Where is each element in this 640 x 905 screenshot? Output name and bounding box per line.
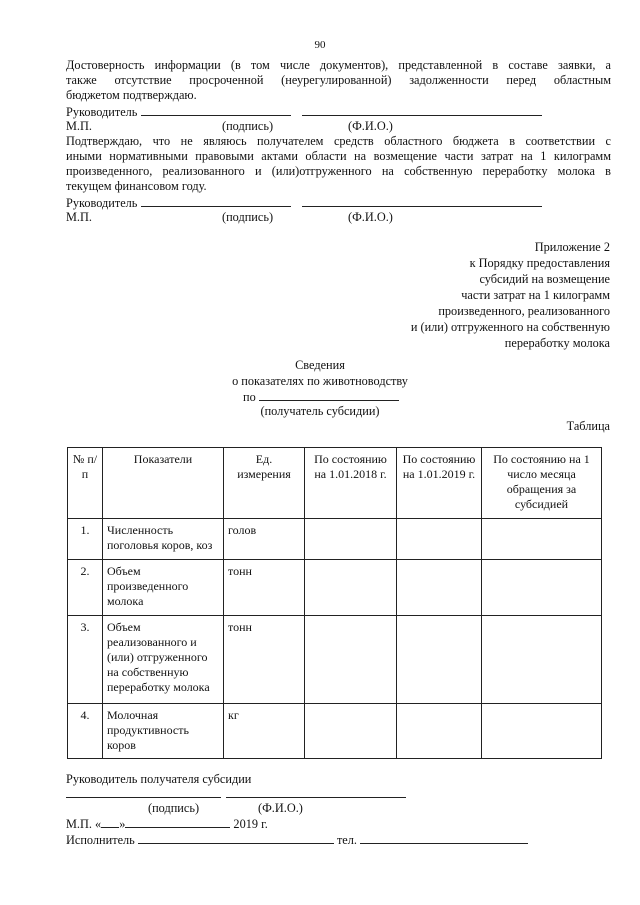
executor-line — [66, 832, 528, 848]
appendix-line: Приложение 2 — [534, 240, 610, 254]
row-number: 1. — [68, 519, 103, 560]
signature-blank — [66, 786, 221, 798]
header-unit: Ед. измерения — [224, 448, 305, 519]
year-label: 2019 г. — [233, 817, 268, 831]
recipient-line — [243, 389, 399, 405]
confirmation-paragraph-1 — [66, 58, 611, 103]
recipient-blank — [259, 389, 399, 401]
table-header-row — [68, 448, 602, 519]
value-2019-cell[interactable] — [397, 616, 482, 704]
text-line: Достоверность информации (в том числе документов), представленной в составе заявки, а — [66, 58, 611, 72]
signature-blank — [141, 104, 291, 116]
name-blank — [302, 104, 542, 116]
stamp-label: М.П. — [66, 210, 92, 224]
signature-blank — [141, 195, 291, 207]
recipient-head-label: Руководитель получателя субсидии — [66, 772, 252, 786]
table-row — [68, 616, 602, 704]
row-indicator: Численность поголовья коров, коз — [103, 519, 224, 560]
value-2018-cell[interactable] — [305, 560, 397, 616]
signature-line-1 — [66, 104, 291, 120]
recipient-caption: (получатель субсидии) — [260, 404, 380, 418]
value-2019-cell[interactable] — [397, 519, 482, 560]
signature-caption: (подпись) — [222, 210, 274, 224]
header-number: № п/п — [68, 448, 103, 519]
header-current: По состоянию на 1 число месяца обращения за субсидией — [482, 448, 602, 519]
value-2019-cell[interactable] — [397, 704, 482, 759]
value-current-cell[interactable] — [482, 704, 602, 759]
text-line: иными нормативными правовыми актами области на возмещение части затрат на 1 килограмм — [66, 149, 611, 163]
name-blank — [226, 786, 406, 798]
document-title: Сведения — [295, 358, 345, 372]
executor-label: Исполнитель — [66, 833, 135, 847]
header-2018: По состоянию на 1.01.2018 г. — [305, 448, 397, 519]
text-line: также отсутствие просроченной (неурегулированной) задолженности перед областным — [66, 73, 611, 87]
value-current-cell[interactable] — [482, 519, 602, 560]
text-line: Подтверждаю, что не являюсь получателем средств областного бюджета в соответствии с — [66, 134, 611, 148]
executor-blank — [138, 832, 334, 844]
table-label: Таблица — [566, 419, 610, 433]
table-row — [68, 519, 602, 560]
day-blank — [101, 816, 119, 828]
month-blank — [125, 816, 230, 828]
appendix-line: к Порядку предоставления — [469, 256, 610, 270]
table-row — [68, 560, 602, 616]
appendix-header — [350, 240, 610, 352]
signature-caption: (подпись) — [148, 801, 200, 815]
page-number: 90 — [314, 39, 326, 51]
row-unit: тонн — [224, 616, 305, 704]
value-current-cell[interactable] — [482, 560, 602, 616]
livestock-indicators-table — [67, 447, 602, 759]
stamp-label: М.П. « — [66, 817, 102, 831]
appendix-line: части затрат на 1 килограмм — [461, 288, 610, 302]
appendix-line: переработку молока — [504, 336, 610, 350]
date-line — [66, 816, 268, 832]
row-unit: тонн — [224, 560, 305, 616]
value-2018-cell[interactable] — [305, 616, 397, 704]
role-label: Руководитель — [66, 105, 138, 119]
confirmation-paragraph-2 — [66, 134, 611, 194]
header-indicators: Показатели — [103, 448, 224, 519]
row-unit: кг — [224, 704, 305, 759]
phone-label: тел. — [336, 833, 357, 847]
fio-caption: (Ф.И.О.) — [348, 119, 393, 133]
quote-close: » — [119, 817, 126, 831]
row-indicator: Объем реализованного и (или) отгруженного на собственную переработку молока — [103, 616, 224, 704]
text-line: произведенного, реализованного и (или)отгруженного на собственную переработку молока в — [66, 164, 611, 178]
value-2018-cell[interactable] — [305, 704, 397, 759]
value-2018-cell[interactable] — [305, 519, 397, 560]
row-number: 3. — [68, 616, 103, 704]
row-indicator: Объем произведенного молока — [103, 560, 224, 616]
row-number: 4. — [68, 704, 103, 759]
row-unit: голов — [224, 519, 305, 560]
appendix-line: и (или) отгруженного на собственную — [410, 320, 610, 334]
value-current-cell[interactable] — [482, 616, 602, 704]
role-label: Руководитель — [66, 196, 138, 210]
text-line: бюджетом подтверждаю. — [66, 88, 197, 102]
header-2019: По состоянию на 1.01.2019 г. — [397, 448, 482, 519]
document-subtitle: о показателях по животноводству — [232, 374, 408, 388]
table-row — [68, 704, 602, 759]
fio-caption: (Ф.И.О.) — [258, 801, 303, 815]
row-number: 2. — [68, 560, 103, 616]
row-indicator: Молочная продуктивность коров — [103, 704, 224, 759]
signature-caption: (подпись) — [222, 119, 274, 133]
stamp-label: М.П. — [66, 119, 92, 133]
appendix-line: субсидий на возмещение — [479, 272, 610, 286]
name-blank — [302, 195, 542, 207]
phone-blank — [360, 832, 528, 844]
signature-line-2 — [66, 195, 291, 211]
text-line: текущем финансовом году. — [66, 179, 207, 193]
recipient-prefix: по — [243, 390, 256, 404]
value-2019-cell[interactable] — [397, 560, 482, 616]
fio-caption: (Ф.И.О.) — [348, 210, 393, 224]
appendix-line: произведенного, реализованного — [438, 304, 610, 318]
